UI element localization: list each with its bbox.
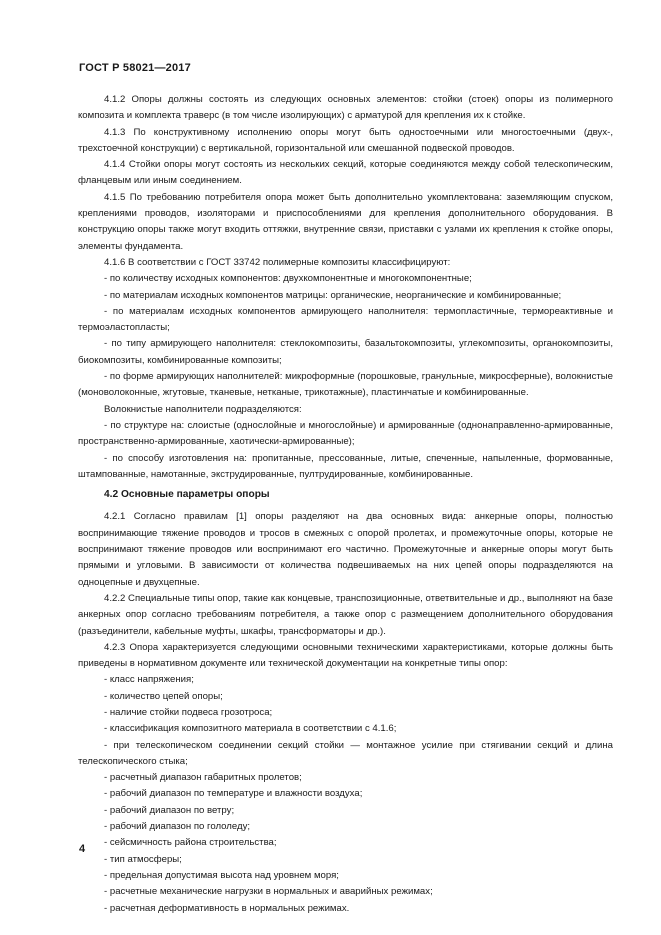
list-item: - предельная допустимая высота над уровнем моря; — [104, 869, 339, 881]
paragraph: 4.1.6 В соответствии с ГОСТ 33742 полимерные композиты классифицируют: — [104, 256, 451, 268]
paragraph: 4.1.4 Стойки опоры могут состоять из нескольких секций, которые соединяются между собой телескопическим, фланцевым или иным соединением. — [78, 159, 613, 187]
paragraph: 4.2.3 Опора характеризуется следующими основными техническими характеристиками, которые должны быть приведены в нормативном документе или технической документации на конкретные типы опор: — [78, 641, 613, 670]
paragraph: 4.2.2 Специальные типы опор, такие как концевые, транспозиционные, ответвительные и др., выполняют на базе анкерных опор согласно требованиям потребителя, а также опор с размещением дополнительного оборудования (разъединители, кабельные муфты, шкафы, трансформаторы и др.). — [78, 592, 613, 637]
list-item: - наличие стойки подвеса грозотроса; — [104, 706, 273, 718]
paragraph: 4.1.2 Опоры должны состоять из следующих основных элементов: стойки (стоек) опоры из полимерного композита и комплекта траверс (в том числе изолирующих) с арматурой для крепления их к стойке. — [78, 94, 613, 122]
list-item: - количество цепей опоры; — [104, 690, 223, 702]
list-item: - по способу изготовления на: пропитанные, прессованные, литые, спеченные, напыленные, формованные, штампованные, намотанные, экструдированные, пултрудированные, комбинированные. — [78, 452, 613, 480]
document-body — [78, 92, 613, 917]
list-item: - расчетная деформативность в нормальных режимах. — [104, 902, 350, 914]
list-item: - при телескопическом соединении секций стойки — монтажное усилие при стягивании секций и длина телескопического стыка; — [78, 739, 613, 767]
list-item: - классификация композитного материала в соответствии с 4.1.6; — [104, 723, 397, 735]
paragraph: 4.1.3 По конструктивному исполнению опоры могут быть одностоечными или многостоечными (двух-, трехстоечной конструкции) с вертикальной, горизонтальной или смешанной подвеской проводов. — [78, 126, 613, 154]
list-item: - по количеству исходных компонентов: двухкомпонентные и многокомпонентные; — [104, 273, 472, 285]
paragraph: Волокнистые наполнители подразделяются: — [104, 403, 302, 415]
paragraph: 4.1.5 По требованию потребителя опора может быть дополнительно укомплектована: заземляющим спуском, креплениями проводов, изоляторами и приспособлениями для крепления дополнительного оборудования. В конструкцию опоры также могут входить оттяжки, внутренние связи, приставки с узлами их крепления к стойке опоры, элементы фундамента. — [78, 191, 613, 252]
paragraph: 4.2.1 Согласно правилам [1] опоры разделяют на два основных вида: анкерные опоры, полностью воспринимающие тяжение проводов и тросов в смежных с опорой пролетах, и промежуточные опоры, которые не воспринимают тяжение проводов или воспринимают его частично. Промежуточные и анкерные опоры могут быть прямыми и угловыми. В зависимости от количества подвешиваемых на них цепей опоры подразделяются на одноцепные и двухцепные. — [78, 511, 613, 588]
list-item: - по материалам исходных компонентов армирующего наполнителя: термопластичные, термореактивные и термоэластопласты; — [78, 305, 613, 334]
list-item: - рабочий диапазон по гололеду; — [104, 821, 251, 833]
list-item: - тип атмосферы; — [104, 853, 182, 865]
list-item: - сейсмичность района строительства; — [104, 837, 277, 849]
list-item: - рабочий диапазон по температуре и влажности воздуха; — [104, 788, 363, 800]
list-item: - расчетный диапазон габаритных пролетов; — [104, 772, 302, 784]
section-heading: 4.2 Основные параметры опоры — [104, 489, 270, 501]
list-item: - по форме армирующих наполнителей: микроформные (порошковые, гранульные, микросферные), волокнистые (моноволоконные, жгутовые, тканевые, нетканые, трикотажные), пластинчатые и комбинированные. — [78, 371, 613, 399]
list-item: - класс напряжения; — [104, 674, 194, 686]
page-number: 4 — [79, 843, 86, 855]
list-item: - по типу армирующего наполнителя: стеклокомпозиты, базальтокомпозиты, углекомпозиты, органокомпозиты, биокомпозиты, комбинированные композиты; — [78, 338, 613, 366]
list-item: - расчетные механические нагрузки в нормальных и аварийных режимах; — [104, 886, 433, 898]
list-item: - рабочий диапазон по ветру; — [104, 804, 235, 816]
list-item: - по структуре на: слоистые (однослойные и многослойные) и армированные (однонаправленно-армированные, пространственно-армированные, хаотически-армированные); — [78, 419, 613, 448]
standard-header: ГОСТ Р 58021—2017 — [79, 62, 191, 74]
list-item: - по материалам исходных компонентов матрицы: органические, неорганические и комбинированные; — [104, 289, 562, 301]
